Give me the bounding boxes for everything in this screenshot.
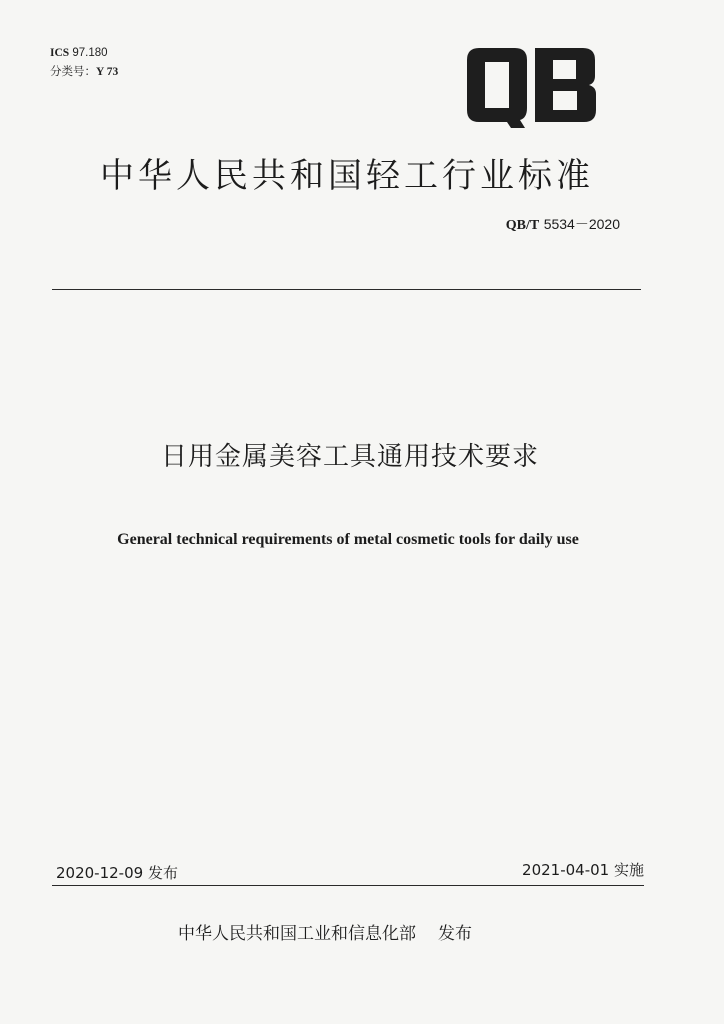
classification-value: Y 73	[96, 66, 119, 78]
standard-category-title: 中华人民共和国轻工行业标准	[100, 156, 594, 196]
classification-code	[50, 63, 118, 82]
ics-label: ICS	[50, 47, 70, 59]
classification-label: 分类号：	[50, 66, 96, 78]
publisher-line	[178, 919, 472, 944]
publisher-name: 中华人民共和国工业和信息化部	[178, 924, 416, 944]
document-title-english: General technical requirements of metal cosmetic tools for daily use	[117, 531, 579, 548]
qb-logo	[465, 48, 597, 128]
top-divider	[52, 289, 641, 290]
standard-number-value: 5534－2020	[543, 216, 620, 232]
bottom-divider	[52, 885, 644, 886]
standard-number-prefix: QB/T	[505, 218, 540, 233]
publish-action: 发布	[438, 924, 472, 944]
ics-value: 97.180	[72, 47, 108, 59]
standard-number	[506, 214, 620, 234]
document-title-chinese: 日用金属美容工具通用技术要求	[160, 442, 539, 472]
classification-block	[50, 44, 118, 82]
issue-date: 2020-12-09 发布	[56, 864, 178, 882]
ics-code	[50, 44, 118, 63]
implementation-date: 2021-04-01 实施	[522, 861, 644, 879]
